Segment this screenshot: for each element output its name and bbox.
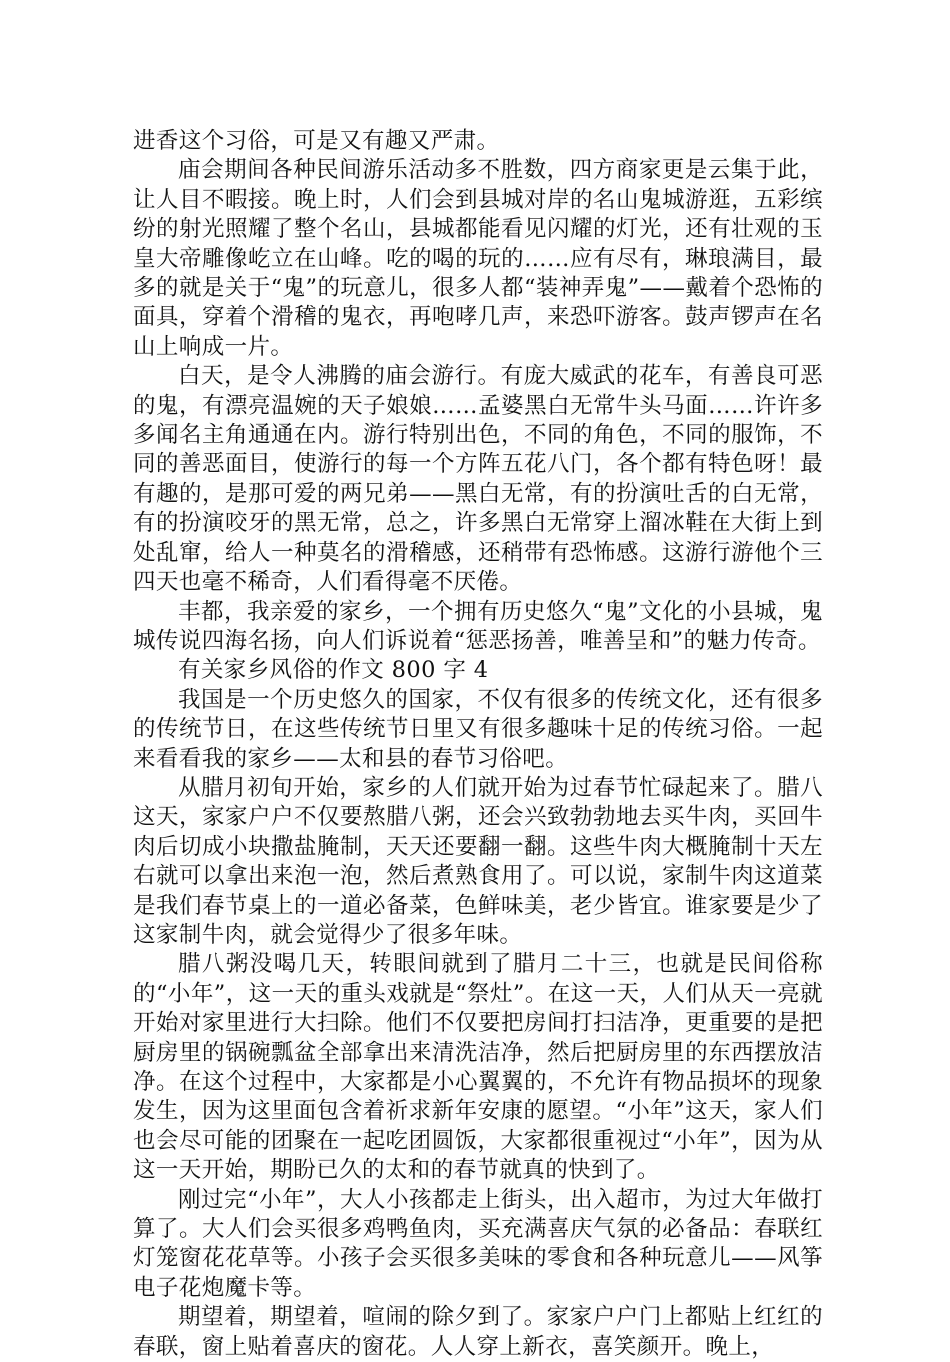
- paragraph-shopping: 刚过完“小年”，大人小孩都走上街头，出入超市，为过大年做打算了。大人们会买很多鸡鸭鱼肉，买充满喜庆气氛的必备品：春联红灯笼窗花花草等。小孩子会买很多美味的零食和各种玩意儿——风筝电子花炮魔卡等。: [133, 1186, 823, 1301]
- paragraph-laba: 从腊月初旬开始，家乡的人们就开始为过春节忙碌起来了。腊八这天，家家户户不仅要熬腊八粥，还会兴致勃勃地去买牛肉，买回牛肉后切成小块撒盐腌制，天天还要翻一翻。这些牛肉大概腌制十天左右就可以拿出来泡一泡，然后煮熟食用了。可以说，家制牛肉这道菜是我们春节桌上的一道必备菜，色鲜味美，老少皆宜。谁家要是少了这家制牛肉，就会觉得少了很多年味。: [133, 774, 823, 948]
- essay-heading: 有关家乡风俗的作文 800 字 4: [178, 657, 489, 684]
- paragraph-temple-fair-activities: 庙会期间各种民间游乐活动多不胜数，四方商家更是云集于此，让人目不暇接。晚上时，人们会到县城对岸的名山鬼城游逛，五彩缤纷的射光照耀了整个名山，县城都能看见闪耀的灯光，还有壮观的玉皇大帝雕像屹立在山峰。吃的喝的玩的……应有尽有，琳琅满目，最多的就是关于“鬼”的玩意儿，很多人都“装神弄鬼”——戴着个恐怖的面具，穿着个滑稽的鬼衣，再咆哮几声，来恐吓游客。鼓声锣声在名山上响成一片。: [133, 157, 823, 360]
- paragraph-fengdu-conclusion: 丰都，我亲爱的家乡，一个拥有历史悠久“鬼”文化的小县城，鬼城传说四海名扬，向人们诉说着“惩恶扬善，唯善呈和”的魅力传奇。: [133, 598, 823, 654]
- paragraph-parade: 白天，是令人沸腾的庙会游行。有庞大威武的花车，有善良可恶的鬼，有漂亮温婉的天子娘娘……孟婆黑白无常牛头马面……许许多多闻名主角通通在内。游行特别出色，不同的角色，不同的服饰，不同的善恶面目，使游行的每一个方阵五花八门，各个都有特色呀！最有趣的，是那可爱的两兄弟——黑白无常，有的扮演吐舌的白无常，有的扮演咬牙的黑无常，总之，许多黑白无常穿上溜冰鞋在大街上到处乱窜，给人一种莫名的滑稽感，还稍带有恐怖感。这游行游他个三四天也毫不稀奇，人们看得毫不厌倦。: [133, 363, 823, 596]
- paragraph-new-year-eve: 期望着，期望着，喧闹的除夕到了。家家户户门上都贴上红红的春联，窗上贴着喜庆的窗花。人人穿上新衣，喜笑颜开。晚上，: [133, 1304, 823, 1360]
- paragraph-continuation: 进香这个习俗，可是又有趣又严肃。: [133, 128, 500, 154]
- paragraph-little-new-year: 腊八粥没喝几天，转眼间就到了腊月二十三，也就是民间俗称的“小年”，这一天的重头戏就是“祭灶”。在这一天，人们从天一亮就开始对家里进行大扫除。他们不仅要把房间打扫洁净，更重要的是把厨房里的锅碗瓢盆全部拿出来清洗洁净，然后把厨房里的东西摆放洁净。在这个过程中，大家都是小心翼翼的，不允许有物品损坏的现象发生，因为这里面包含着祈求新年安康的愿望。“小年”这天，家人们也会尽可能的团聚在一起吃团圆饭，大家都很重视过“小年”，因为从这一天开始，期盼已久的太和的春节就真的快到了。: [133, 951, 823, 1184]
- essay-text: [133, 127, 823, 1362]
- paragraph-intro-taihe: 我国是一个历史悠久的国家，不仅有很多的传统文化，还有很多的传统节日，在这些传统节日里又有很多趣味十足的传统习俗。一起来看看我的家乡——太和县的春节习俗吧。: [133, 686, 823, 772]
